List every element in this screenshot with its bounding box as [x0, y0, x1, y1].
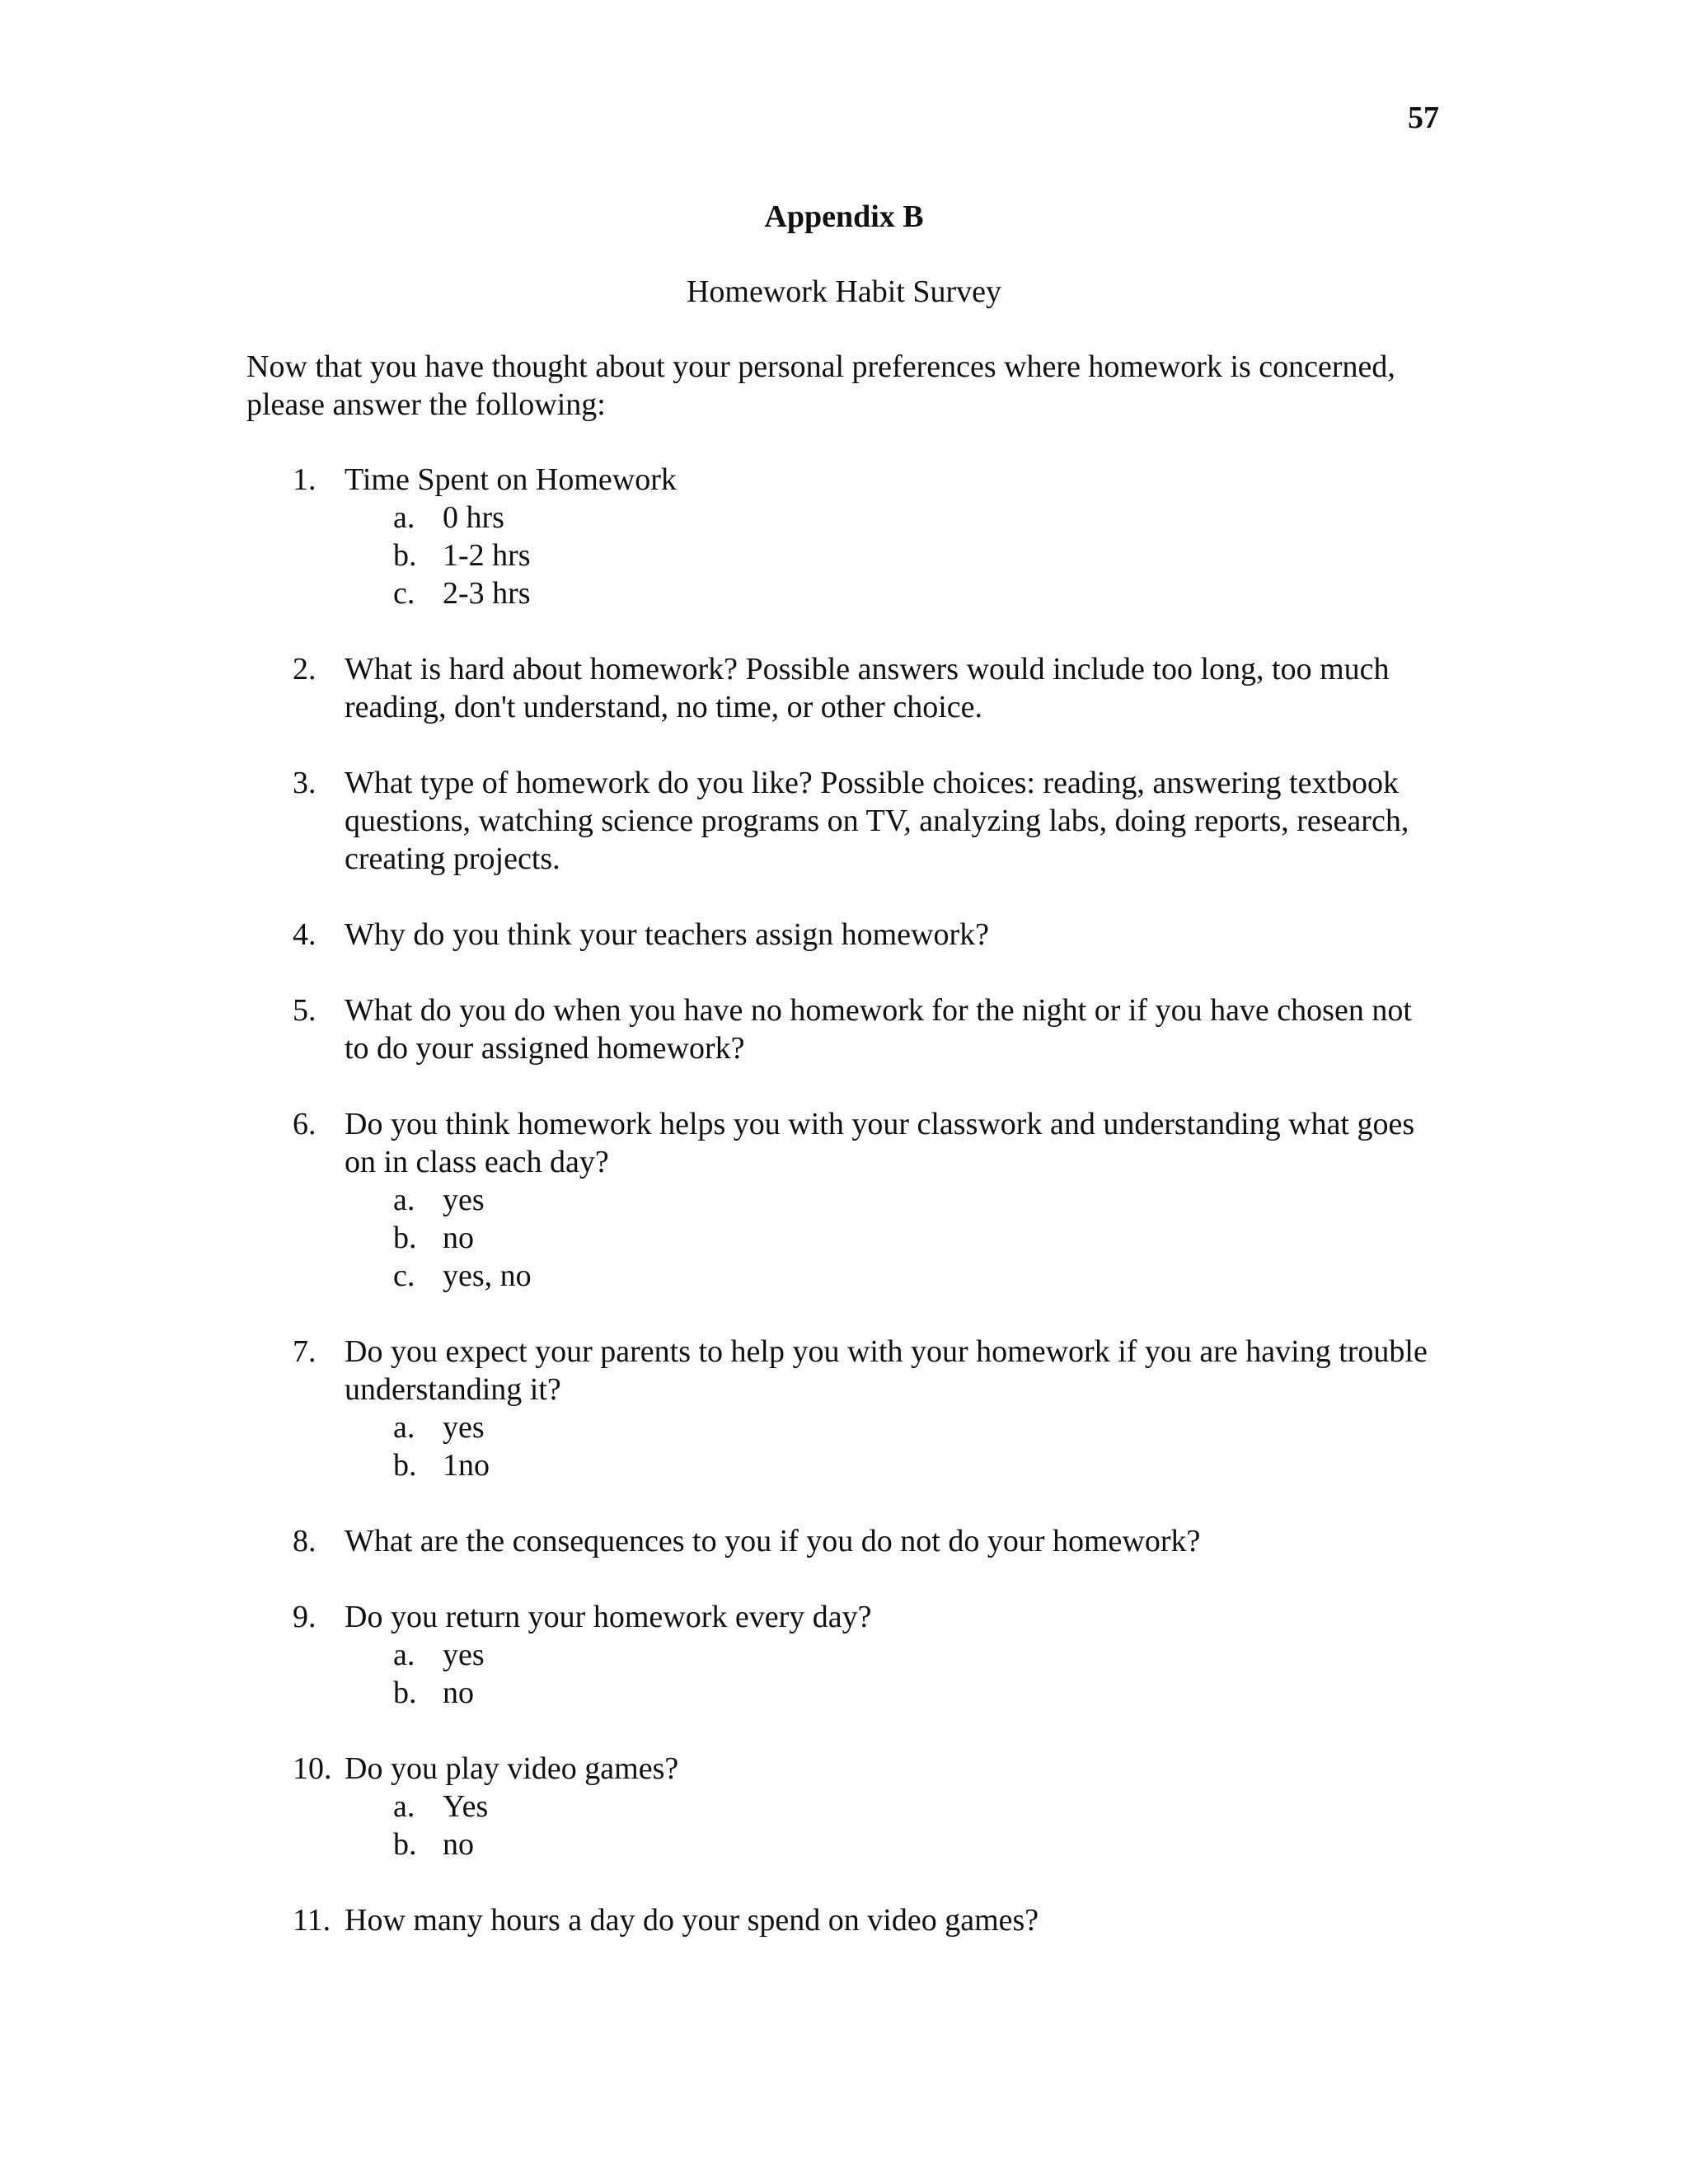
answer-option	[0, 1257, 1688, 1295]
survey-question	[0, 1901, 1688, 1939]
option-letter: a.	[393, 500, 415, 535]
question-number: 5.	[293, 993, 316, 1028]
survey-question	[0, 650, 1688, 726]
survey-question	[0, 991, 1688, 1067]
question-row	[0, 650, 1688, 726]
answer-option	[0, 1408, 1688, 1446]
answer-option	[0, 499, 1688, 537]
option-letter: b.	[393, 1448, 417, 1483]
question-row	[0, 1598, 1688, 1636]
question-text: Do you think homework helps you with your classwork and understanding what goes on in class each day?	[345, 1107, 1415, 1179]
question-number: 11.	[293, 1903, 331, 1938]
question-row	[0, 764, 1688, 878]
question-text: Do you expect your parents to help you with your homework if you are having trouble understanding it?	[345, 1334, 1428, 1407]
option-text: no	[443, 1827, 474, 1862]
survey-question	[0, 916, 1688, 954]
survey-title: Homework Habit Survey	[686, 274, 1002, 309]
question-number: 6.	[293, 1107, 316, 1141]
survey-question	[0, 1598, 1688, 1712]
question-number: 3.	[293, 766, 316, 800]
option-text: no	[443, 1675, 474, 1710]
answer-option	[0, 1636, 1688, 1674]
answer-option	[0, 1219, 1688, 1257]
question-row	[0, 1750, 1688, 1788]
answer-option	[0, 537, 1688, 574]
question-row	[0, 461, 1688, 499]
answer-option	[0, 1446, 1688, 1484]
question-text: What type of homework do you like? Possible choices: reading, answering textbook questions, watching science programs on TV, analyzing labs, doing reports, research, creating projects.	[345, 766, 1409, 876]
option-letter: a.	[393, 1789, 415, 1824]
question-text: How many hours a day do your spend on video games?	[345, 1903, 1039, 1938]
question-number: 4.	[293, 917, 316, 952]
option-letter: a.	[393, 1638, 415, 1672]
answer-options	[0, 499, 1688, 612]
option-letter: c.	[393, 576, 415, 611]
question-number: 1.	[293, 462, 316, 497]
option-text: no	[443, 1221, 474, 1255]
option-letter: b.	[393, 1221, 417, 1255]
option-text: yes	[443, 1410, 485, 1445]
question-number: 8.	[293, 1524, 316, 1558]
option-letter: b.	[393, 1675, 417, 1710]
option-text: yes, no	[443, 1258, 532, 1293]
option-letter: c.	[393, 1258, 415, 1293]
answer-option	[0, 1788, 1688, 1825]
answer-options	[0, 1788, 1688, 1863]
question-text: Why do you think your teachers assign homework?	[345, 917, 989, 952]
answer-option	[0, 1674, 1688, 1712]
question-row	[0, 1522, 1688, 1560]
survey-question	[0, 461, 1688, 612]
question-text: What is hard about homework? Possible answers would include too long, too much reading, don't understand, no time, or other choice.	[345, 652, 1390, 724]
option-text: yes	[443, 1183, 485, 1217]
option-text: 2-3 hrs	[443, 576, 531, 611]
question-row	[0, 991, 1688, 1067]
option-letter: b.	[393, 1827, 417, 1862]
question-text: Do you play video games?	[345, 1751, 679, 1786]
answer-option	[0, 1181, 1688, 1219]
answer-option	[0, 1825, 1688, 1863]
option-letter: a.	[393, 1410, 415, 1445]
option-letter: b.	[393, 538, 417, 573]
question-number: 9.	[293, 1600, 316, 1634]
answer-options	[0, 1181, 1688, 1295]
option-text: 1-2 hrs	[443, 538, 531, 573]
question-row	[0, 1105, 1688, 1181]
survey-question	[0, 1105, 1688, 1295]
page-number: 57	[1408, 101, 1439, 135]
answer-options	[0, 1636, 1688, 1712]
question-row	[0, 1901, 1688, 1939]
question-number: 7.	[293, 1334, 316, 1369]
option-text: 0 hrs	[443, 500, 504, 535]
question-list	[0, 461, 1688, 1977]
question-number: 10.	[293, 1751, 332, 1786]
answer-options	[0, 1408, 1688, 1484]
question-row	[0, 916, 1688, 954]
survey-question	[0, 1522, 1688, 1560]
option-text: Yes	[443, 1789, 489, 1824]
option-letter: a.	[393, 1183, 415, 1217]
survey-question	[0, 764, 1688, 878]
question-text: What are the consequences to you if you do not do your homework?	[345, 1524, 1201, 1558]
question-number: 2.	[293, 652, 316, 687]
survey-question	[0, 1333, 1688, 1484]
option-text: yes	[443, 1638, 485, 1672]
question-row	[0, 1333, 1688, 1408]
question-text: Time Spent on Homework	[345, 462, 677, 497]
question-text: What do you do when you have no homework for the night or if you have chosen not to do your assigned homework?	[345, 993, 1412, 1066]
question-text: Do you return your homework every day?	[345, 1600, 872, 1634]
page-title: Appendix B	[764, 199, 924, 234]
answer-option	[0, 574, 1688, 612]
survey-question	[0, 1750, 1688, 1863]
intro-paragraph: Now that you have thought about your personal preferences where homework is concerned, please answer the following:	[246, 349, 1395, 422]
option-text: 1no	[443, 1448, 490, 1483]
